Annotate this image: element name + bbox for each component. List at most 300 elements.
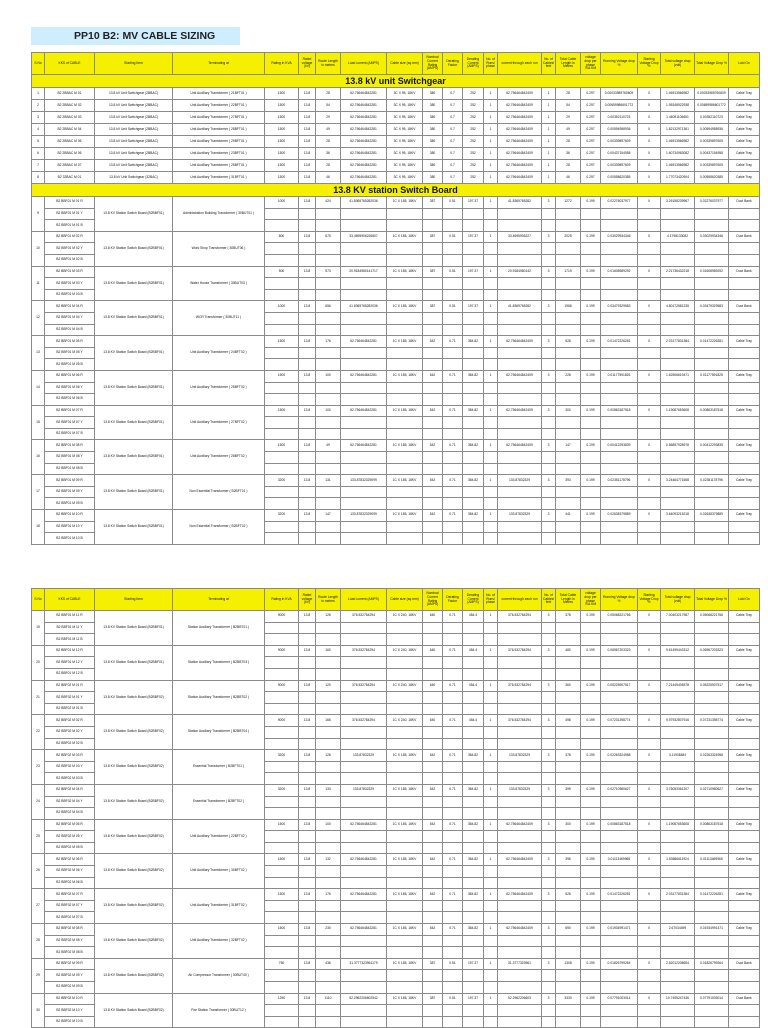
table-cell: 0.71 <box>443 405 463 417</box>
table-cell: 0 <box>638 160 661 172</box>
serial-number: 28 <box>32 924 45 959</box>
table-cell: 8 <box>32 172 45 184</box>
empty-cell <box>601 324 638 336</box>
table-cell: 28 <box>316 160 341 172</box>
empty-cell <box>638 657 661 669</box>
empty-cell <box>556 312 581 324</box>
cable-kks: B2 BBF02 M 01 B <box>45 703 95 715</box>
table-cell: Unit Auxiliary Transformer ( 25BFT01 ) <box>173 160 265 172</box>
table-cell: 0.199 <box>581 819 601 831</box>
empty-cell <box>601 668 638 680</box>
table-cell: 1.62506619471 <box>661 370 695 382</box>
empty-cell <box>387 947 423 959</box>
empty-cell <box>387 738 423 750</box>
empty-cell <box>498 831 542 843</box>
empty-cell <box>695 831 729 843</box>
cable-kks: B2 BBF02 M 02 Y <box>45 726 95 738</box>
empty-cell <box>341 726 387 738</box>
empty-cell <box>729 912 760 924</box>
empty-cell <box>299 692 316 704</box>
table-cell: 3 <box>542 336 556 348</box>
empty-cell <box>265 808 299 820</box>
terminating-at: Fire Station Transformer ( 30BUT12 ) <box>173 993 265 1028</box>
cable-kks: B2 BBF01 M 02 B <box>45 254 95 266</box>
serial-number: 21 <box>32 680 45 715</box>
table-cell: 0 <box>638 645 661 657</box>
empty-cell <box>581 220 601 232</box>
table-cell: 500 <box>265 266 299 278</box>
empty-cell <box>387 657 423 669</box>
empty-cell <box>423 324 443 336</box>
table-cell: 0.199 <box>581 197 601 209</box>
empty-cell <box>661 668 695 680</box>
empty-cell <box>341 935 387 947</box>
table-cell: 13.8 kV Unit Switchgear (2BBAC) <box>95 160 173 172</box>
table-cell: 0 <box>638 266 661 278</box>
table-cell: 0.02351178796 <box>601 475 638 487</box>
empty-cell <box>498 394 542 406</box>
table-cell: 0.71 <box>443 440 463 452</box>
starting-item: 13.8 KV Station Switch Board (B2BBF02) <box>95 993 173 1028</box>
table-cell: 9.61499443312 <box>661 645 695 657</box>
table-cell: 436 <box>316 958 341 970</box>
empty-cell <box>498 773 542 785</box>
empty-cell <box>638 312 661 324</box>
empty-cell <box>387 912 423 924</box>
empty-cell <box>443 808 463 820</box>
empty-cell <box>387 622 423 634</box>
empty-cell <box>387 289 423 301</box>
empty-cell <box>316 417 341 429</box>
empty-cell <box>265 842 299 854</box>
empty-cell <box>581 1016 601 1028</box>
table-cell: 1 <box>484 172 498 184</box>
table-cell: 376.532784294 <box>498 680 542 692</box>
table-row <box>32 924 760 936</box>
empty-cell <box>695 220 729 232</box>
serial-number: 14 <box>32 370 45 405</box>
empty-cell <box>484 428 498 440</box>
empty-cell <box>498 866 542 878</box>
empty-cell <box>341 703 387 715</box>
empty-cell <box>443 382 463 394</box>
empty-cell <box>423 912 443 924</box>
table-cell: 0.03029934346 <box>695 231 729 243</box>
empty-cell <box>601 912 638 924</box>
table-cell: 1500 <box>265 136 299 148</box>
table-cell: 0.199 <box>581 510 601 522</box>
empty-cell <box>695 634 729 646</box>
table-cell: 29 <box>556 112 581 124</box>
empty-cell <box>661 738 695 750</box>
empty-cell <box>695 452 729 464</box>
table-cell: 1308 <box>556 958 581 970</box>
table-cell: 41.8369765282 <box>498 197 542 209</box>
table-cell: 13.8 <box>299 750 316 762</box>
empty-cell <box>316 657 341 669</box>
cable-kks: B2 BBF01 M 08 B <box>45 463 95 475</box>
cable-sizing-table-page2 <box>31 588 760 1028</box>
empty-cell <box>316 668 341 680</box>
empty-cell <box>299 452 316 464</box>
empty-cell <box>661 842 695 854</box>
terminating-at: Station Auxiliary Transformer ( B2BBT01 ) <box>173 611 265 646</box>
empty-cell <box>729 452 760 464</box>
cable-kks: B2 BBF01 M 11 Y <box>45 622 95 634</box>
empty-cell <box>316 254 341 266</box>
table-cell: 0.00863187518 <box>601 819 638 831</box>
empty-cell <box>729 1016 760 1028</box>
table-cell: 0.199 <box>581 993 601 1005</box>
table-cell: 0.01472226281 <box>601 336 638 348</box>
empty-cell <box>463 243 484 255</box>
empty-cell <box>601 970 638 982</box>
empty-cell <box>265 831 299 843</box>
table-cell: 62.756464842281 <box>341 136 387 148</box>
empty-cell <box>463 278 484 290</box>
empty-cell <box>601 877 638 889</box>
empty-cell <box>443 726 463 738</box>
empty-cell <box>601 533 638 545</box>
starting-item: 13.8 KV Station Switch Board (B2BBF01) <box>95 197 173 232</box>
table-cell: 0.297 <box>581 124 601 136</box>
table-cell: Cable Tray <box>729 750 760 762</box>
empty-cell <box>463 773 484 785</box>
table-cell: 3C X 95, 18KV <box>387 136 423 148</box>
table-cell: 197.37 <box>463 958 484 970</box>
cable-kks: B2 BBF02 M 03 R <box>45 750 95 762</box>
table-cell: 0.71 <box>443 784 463 796</box>
empty-cell <box>423 1016 443 1028</box>
empty-cell <box>638 254 661 266</box>
terminating-at: Unit Auxiliary Transformer ( 24BFT02 ) <box>173 336 265 371</box>
empty-cell <box>638 324 661 336</box>
empty-cell <box>638 668 661 680</box>
empty-cell <box>661 900 695 912</box>
empty-cell <box>316 866 341 878</box>
table-cell: 542 <box>423 819 443 831</box>
empty-cell <box>299 382 316 394</box>
empty-cell <box>423 622 443 634</box>
empty-cell <box>265 220 299 232</box>
table-cell: 1 <box>542 88 556 100</box>
empty-cell <box>556 622 581 634</box>
table-cell: 13.8 <box>299 160 316 172</box>
table-cell: Cable Tray <box>729 819 760 831</box>
table-row <box>32 148 760 160</box>
empty-cell <box>601 703 638 715</box>
empty-cell <box>542 498 556 510</box>
terminating-at: Unit Auxiliary Transformer ( 30BFT02 ) <box>173 854 265 889</box>
empty-cell <box>556 521 581 533</box>
table-cell: 147 <box>556 440 581 452</box>
table-cell: 13.8 <box>299 266 316 278</box>
cable-kks: B2 BBF01 M 09 Y <box>45 486 95 498</box>
empty-cell <box>601 982 638 994</box>
empty-cell <box>443 900 463 912</box>
empty-cell <box>542 452 556 464</box>
empty-cell <box>695 347 729 359</box>
cable-kks: B2 BBF01 M 03 Y <box>45 278 95 290</box>
table-cell: 0.51 <box>443 231 463 243</box>
empty-cell <box>265 761 299 773</box>
empty-cell <box>387 278 423 290</box>
empty-cell <box>299 657 316 669</box>
empty-cell <box>638 382 661 394</box>
table-cell: 1500 <box>265 160 299 172</box>
empty-cell <box>601 417 638 429</box>
table-cell: 1500 <box>265 440 299 452</box>
empty-cell <box>484 877 498 889</box>
empty-cell <box>299 796 316 808</box>
table-cell: 1 <box>484 136 498 148</box>
empty-cell <box>498 970 542 982</box>
serial-number: 12 <box>32 301 45 336</box>
empty-cell <box>638 533 661 545</box>
empty-cell <box>498 692 542 704</box>
empty-cell <box>341 842 387 854</box>
empty-cell <box>316 533 341 545</box>
empty-cell <box>542 982 556 994</box>
table-cell: 1C X 185, 18KV <box>387 301 423 313</box>
empty-cell <box>387 634 423 646</box>
empty-cell <box>265 521 299 533</box>
empty-cell <box>729 521 760 533</box>
empty-cell <box>638 703 661 715</box>
empty-cell <box>638 1016 661 1028</box>
empty-cell <box>299 359 316 371</box>
column-header: Rating in KVA <box>265 589 299 611</box>
table-cell: 13.8 <box>299 440 316 452</box>
cable-kks: B2 BBF02 M 04 B <box>45 808 95 820</box>
empty-cell <box>498 900 542 912</box>
table-cell: 542 <box>423 405 443 417</box>
empty-cell <box>729 808 760 820</box>
table-cell: 384.82 <box>463 819 484 831</box>
empty-cell <box>299 935 316 947</box>
table-cell: 13.8 <box>299 924 316 936</box>
empty-cell <box>695 521 729 533</box>
empty-cell <box>542 220 556 232</box>
table-cell: 62.756464842281 <box>341 924 387 936</box>
table-cell: B2 2BBAC M 06 <box>45 148 95 160</box>
empty-cell <box>556 417 581 429</box>
empty-cell <box>638 738 661 750</box>
table-cell: 399 <box>556 784 581 796</box>
empty-cell <box>463 761 484 773</box>
empty-cell <box>542 1016 556 1028</box>
empty-cell <box>601 842 638 854</box>
empty-cell <box>661 428 695 440</box>
empty-cell <box>729 738 760 750</box>
cable-kks: B2 BBF01 M 10 R <box>45 510 95 522</box>
empty-cell <box>556 935 581 947</box>
empty-cell <box>484 935 498 947</box>
table-cell: 252 <box>463 88 484 100</box>
empty-cell <box>299 808 316 820</box>
table-cell: 0 <box>638 993 661 1005</box>
empty-cell <box>601 692 638 704</box>
empty-cell <box>484 312 498 324</box>
table-cell: 1 <box>484 336 498 348</box>
table-cell: 0.00352110723 <box>695 112 729 124</box>
empty-cell <box>341 900 387 912</box>
cable-kks: B2 BBF01 M 04 B <box>45 324 95 336</box>
table-cell: 1.82132971361 <box>661 124 695 136</box>
table-cell: 0.71 <box>443 510 463 522</box>
empty-cell <box>581 417 601 429</box>
empty-cell <box>601 947 638 959</box>
column-header: Rated voltage (kV) <box>299 53 316 75</box>
table-cell: B2 2BBAC M 04 <box>45 124 95 136</box>
empty-cell <box>423 243 443 255</box>
table-cell: 0.00033989760609 <box>695 88 729 100</box>
empty-cell <box>387 243 423 255</box>
empty-cell <box>729 982 760 994</box>
table-cell: 62.756464842409 <box>498 336 542 348</box>
empty-cell <box>299 668 316 680</box>
empty-cell <box>387 463 423 475</box>
empty-cell <box>423 808 443 820</box>
table-cell: 3C X 95, 18KV <box>387 88 423 100</box>
empty-cell <box>498 324 542 336</box>
empty-cell <box>299 866 316 878</box>
table-cell: 62.756464842409 <box>498 405 542 417</box>
table-cell: 542 <box>423 336 443 348</box>
empty-cell <box>601 394 638 406</box>
empty-cell <box>341 866 387 878</box>
empty-cell <box>265 900 299 912</box>
table-cell: 3.76053361207 <box>661 784 695 796</box>
empty-cell <box>661 521 695 533</box>
table-cell: 1C X 185, 18KV <box>387 231 423 243</box>
column-header: KKS of CABLE <box>45 53 95 75</box>
serial-number: 9 <box>32 197 45 232</box>
empty-cell <box>542 243 556 255</box>
table-cell: 1C X 240, 18KV <box>387 645 423 657</box>
serial-number: 22 <box>32 715 45 750</box>
table-cell: 0.00437154958 <box>695 148 729 160</box>
empty-cell <box>601 278 638 290</box>
table-cell: 252 <box>463 124 484 136</box>
table-cell: 0.01934991471 <box>601 924 638 936</box>
table-cell: 675 <box>316 231 341 243</box>
empty-cell <box>601 773 638 785</box>
table-cell: 62.756464842281 <box>341 370 387 382</box>
table-cell: 228 <box>556 370 581 382</box>
empty-cell <box>661 970 695 982</box>
table-cell: 0.03029934346 <box>601 231 638 243</box>
cable-kks: B2 BBF02 M 03 Y <box>45 761 95 773</box>
empty-cell <box>581 808 601 820</box>
cable-kks: B2 BBF01 M 12 Y <box>45 657 95 669</box>
empty-cell <box>638 900 661 912</box>
table-cell: 1 <box>484 112 498 124</box>
empty-cell <box>316 347 341 359</box>
table-cell: 1 <box>484 993 498 1005</box>
empty-cell <box>341 738 387 750</box>
empty-cell <box>423 935 443 947</box>
table-cell: 1 <box>484 124 498 136</box>
empty-cell <box>638 243 661 255</box>
empty-cell <box>638 521 661 533</box>
table-cell: 54 <box>316 100 341 112</box>
table-cell: 62.756464842281 <box>341 88 387 100</box>
terminating-at: Unit Auxiliary Transformer ( 27BFT02 ) <box>173 405 265 440</box>
table-cell: 1 <box>484 405 498 417</box>
table-row <box>32 88 760 100</box>
empty-cell <box>556 877 581 889</box>
empty-cell <box>484 394 498 406</box>
empty-cell <box>299 289 316 301</box>
empty-cell <box>556 347 581 359</box>
empty-cell <box>484 668 498 680</box>
empty-cell <box>463 970 484 982</box>
empty-cell <box>387 970 423 982</box>
empty-cell <box>341 877 387 889</box>
empty-cell <box>316 877 341 889</box>
empty-cell <box>423 533 443 545</box>
table-cell: 0.05068221766 <box>601 611 638 623</box>
empty-cell <box>542 796 556 808</box>
table-cell: 62.756464842281 <box>341 405 387 417</box>
empty-cell <box>729 726 760 738</box>
table-cell: Duct Bank <box>729 993 760 1005</box>
empty-cell <box>695 866 729 878</box>
table-cell: 13.8 kV Unit Switchgear (2BBAC) <box>95 88 173 100</box>
empty-cell <box>341 486 387 498</box>
table-cell: 1 <box>542 124 556 136</box>
table-cell: 376.532784294 <box>341 680 387 692</box>
empty-cell <box>556 208 581 220</box>
empty-cell <box>498 463 542 475</box>
table-cell: 0.71 <box>443 475 463 487</box>
table-cell: 1 <box>484 197 498 209</box>
empty-cell <box>638 359 661 371</box>
empty-cell <box>484 703 498 715</box>
empty-cell <box>484 254 498 266</box>
empty-cell <box>316 808 341 820</box>
cable-kks: B2 BBF01 M 11 B <box>45 634 95 646</box>
table-cell: 3 <box>542 266 556 278</box>
table-row <box>32 136 760 148</box>
empty-cell <box>601 808 638 820</box>
cable-kks: B2 BBF02 M 07 Y <box>45 900 95 912</box>
empty-cell <box>443 220 463 232</box>
table-cell: 1500 <box>265 172 299 184</box>
empty-cell <box>581 533 601 545</box>
empty-cell <box>341 634 387 646</box>
table-cell: 3 <box>542 924 556 936</box>
empty-cell <box>316 243 341 255</box>
empty-cell <box>601 796 638 808</box>
cable-kks: B2 BBF02 M 03 B <box>45 773 95 785</box>
table-cell: 0.51 <box>443 301 463 313</box>
empty-cell <box>695 738 729 750</box>
table-cell: 7.21445405578 <box>661 680 695 692</box>
empty-cell <box>729 866 760 878</box>
empty-cell <box>695 657 729 669</box>
empty-cell <box>498 220 542 232</box>
empty-cell <box>638 935 661 947</box>
table-cell: 132 <box>316 854 341 866</box>
table-cell: Unit Auxiliary Transformer ( 29BFT01 ) <box>173 136 265 148</box>
empty-cell <box>484 521 498 533</box>
empty-cell <box>265 463 299 475</box>
empty-cell <box>423 359 443 371</box>
table-cell: 0.71 <box>443 680 463 692</box>
empty-cell <box>299 417 316 429</box>
